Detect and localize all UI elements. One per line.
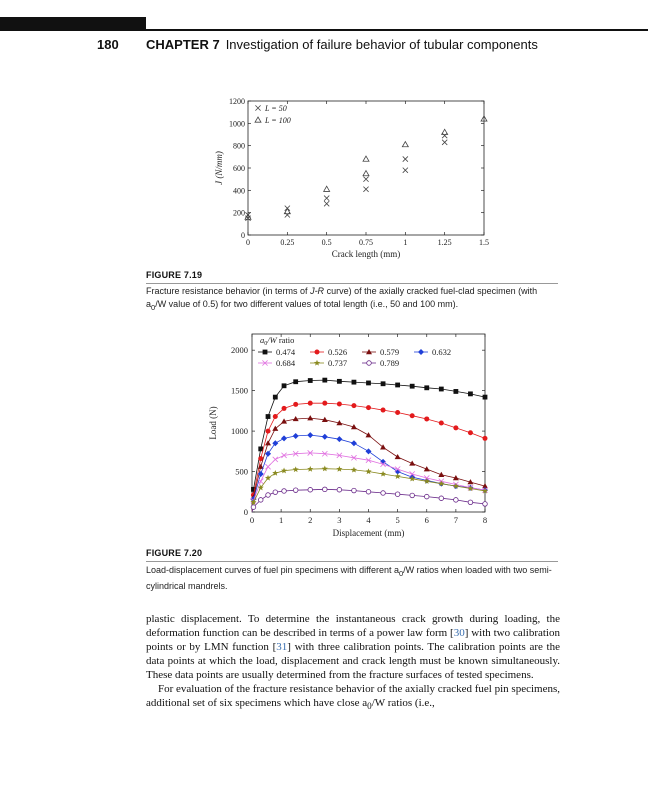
data-point bbox=[363, 171, 369, 176]
data-point bbox=[293, 466, 299, 472]
data-point bbox=[363, 156, 369, 161]
y-tick-label: 1000 bbox=[231, 426, 248, 437]
data-point bbox=[453, 425, 458, 430]
data-point bbox=[336, 436, 342, 442]
caption-text: curve) of the axially cracked fuel-clad specimen (with a bbox=[146, 286, 538, 309]
data-point bbox=[282, 489, 287, 494]
data-point bbox=[424, 385, 429, 390]
x-tick-label: 0.25 bbox=[280, 238, 295, 247]
data-point bbox=[273, 395, 278, 400]
legend-marker bbox=[255, 117, 261, 122]
data-point bbox=[395, 473, 401, 479]
data-point bbox=[468, 391, 473, 396]
data-point bbox=[308, 401, 313, 406]
figure-7-19-caption bbox=[146, 285, 558, 314]
data-point bbox=[468, 500, 473, 505]
data-point bbox=[381, 491, 386, 496]
figure-7-20-rule bbox=[146, 561, 558, 562]
legend-marker bbox=[314, 360, 320, 366]
y-axis-label: J (N/mm) bbox=[214, 151, 224, 185]
data-point bbox=[293, 402, 298, 407]
data-point bbox=[439, 496, 444, 501]
y-tick-label: 2000 bbox=[231, 345, 248, 356]
data-point bbox=[293, 379, 298, 384]
data-point bbox=[323, 487, 328, 492]
y-tick-label: 0 bbox=[241, 231, 245, 240]
data-point bbox=[322, 401, 327, 406]
data-point bbox=[395, 383, 400, 388]
x-tick-label: 1.25 bbox=[437, 238, 452, 247]
legend-marker bbox=[315, 350, 320, 355]
paragraph bbox=[146, 612, 560, 682]
page-number: 180 bbox=[97, 37, 119, 52]
data-point bbox=[273, 457, 278, 462]
legend-marker bbox=[263, 350, 268, 355]
legend-label: 0.579 bbox=[380, 347, 400, 357]
data-point bbox=[363, 177, 368, 182]
data-point bbox=[381, 381, 386, 386]
figure-7-20-caption bbox=[146, 564, 558, 593]
x-tick-label: 0.75 bbox=[359, 238, 373, 247]
data-point bbox=[307, 415, 313, 420]
x-tick-label: 0 bbox=[246, 238, 250, 247]
data-point bbox=[403, 168, 408, 173]
data-point bbox=[322, 434, 328, 440]
x-tick-label: 1.5 bbox=[479, 238, 489, 247]
data-point bbox=[351, 467, 357, 473]
data-point bbox=[366, 432, 372, 437]
figure-7-19-chart bbox=[212, 93, 497, 265]
data-point bbox=[395, 492, 400, 497]
data-point bbox=[324, 201, 329, 206]
figure-7-20-chart bbox=[200, 328, 498, 546]
header-bar bbox=[0, 17, 146, 31]
data-point bbox=[281, 435, 287, 441]
data-point bbox=[442, 140, 447, 145]
x-tick-label: 3 bbox=[337, 515, 342, 525]
series-line bbox=[252, 403, 485, 512]
citation-link[interactable]: 31 bbox=[276, 641, 288, 653]
data-point bbox=[281, 468, 287, 474]
data-point bbox=[337, 401, 342, 406]
data-point bbox=[424, 466, 430, 471]
paragraph-subscript: 0 bbox=[367, 701, 372, 712]
data-point bbox=[366, 381, 371, 386]
data-point bbox=[336, 466, 342, 472]
data-point bbox=[483, 502, 488, 507]
y-tick-label: 800 bbox=[233, 141, 245, 151]
data-point bbox=[403, 156, 408, 161]
caption-subscript: 0 bbox=[398, 568, 404, 578]
caption-subscript: 0 bbox=[151, 302, 156, 312]
legend-label: 0.632 bbox=[432, 347, 452, 357]
data-point bbox=[307, 466, 313, 472]
data-point bbox=[409, 460, 415, 465]
data-point bbox=[337, 379, 342, 384]
x-axis-label: Displacement (mm) bbox=[332, 528, 405, 538]
series-line bbox=[252, 435, 485, 512]
legend-label: 0.684 bbox=[276, 358, 296, 368]
data-point bbox=[366, 448, 372, 454]
x-tick-label: 8 bbox=[482, 515, 488, 525]
data-point bbox=[265, 464, 270, 469]
data-point bbox=[381, 408, 386, 413]
data-point bbox=[410, 384, 415, 389]
data-point bbox=[284, 209, 290, 214]
legend-marker bbox=[367, 361, 372, 366]
data-point bbox=[363, 187, 368, 192]
data-point bbox=[483, 395, 488, 400]
data-point bbox=[324, 186, 330, 191]
legend-label: L = 50 bbox=[265, 104, 287, 113]
series-line bbox=[252, 453, 485, 512]
header-rule bbox=[146, 29, 648, 31]
data-point bbox=[453, 389, 458, 394]
data-point bbox=[337, 487, 342, 492]
x-tick-label: 0 bbox=[249, 515, 255, 525]
data-point bbox=[351, 403, 356, 408]
data-point bbox=[285, 212, 290, 217]
y-tick-label: 1000 bbox=[229, 119, 245, 129]
data-point bbox=[352, 488, 357, 493]
caption-text: /W ratios when loaded with two semi-cylindrical mandrels. bbox=[146, 565, 552, 591]
figure-7-19-label: FIGURE 7.19 bbox=[146, 270, 203, 280]
y-tick-label: 1200 bbox=[229, 97, 245, 106]
caption-text: /W value of 0.5) for two different values of total length (i.e., 50 and 100 mm). bbox=[155, 299, 459, 309]
chapter-label: CHAPTER 7 bbox=[146, 37, 220, 52]
data-point bbox=[265, 475, 271, 481]
data-point bbox=[308, 487, 313, 492]
body-text bbox=[146, 612, 560, 713]
data-point bbox=[442, 129, 448, 134]
paragraph-text: /W ratios (i.e., bbox=[371, 697, 435, 709]
data-point bbox=[351, 440, 357, 446]
data-point bbox=[365, 468, 371, 474]
data-point bbox=[442, 133, 447, 138]
caption-italic: J-R bbox=[310, 286, 325, 296]
data-point bbox=[293, 488, 298, 493]
y-tick-label: 200 bbox=[233, 208, 245, 218]
y-tick-label: 500 bbox=[235, 466, 248, 477]
data-point bbox=[439, 421, 444, 426]
y-tick-label: 400 bbox=[233, 186, 245, 196]
figure-7-20-label: FIGURE 7.20 bbox=[146, 548, 203, 558]
data-point bbox=[265, 451, 271, 457]
data-point bbox=[273, 414, 278, 419]
x-tick-label: 5 bbox=[395, 515, 400, 525]
data-point bbox=[410, 413, 415, 418]
legend-title: $a_0/W$ ratio bbox=[260, 335, 295, 347]
data-point bbox=[307, 432, 313, 438]
y-tick-label: 0 bbox=[243, 507, 248, 517]
running-head bbox=[146, 37, 538, 52]
data-point bbox=[266, 414, 271, 419]
figure-7-19-rule bbox=[146, 283, 558, 284]
x-axis-label: Crack length (mm) bbox=[331, 249, 401, 259]
data-point bbox=[266, 429, 271, 434]
paragraph bbox=[146, 682, 560, 713]
data-point bbox=[258, 498, 263, 503]
data-point bbox=[322, 466, 328, 472]
data-point bbox=[308, 378, 313, 383]
data-point bbox=[424, 494, 429, 499]
data-point bbox=[483, 436, 488, 441]
data-point bbox=[265, 440, 271, 445]
y-tick-label: 600 bbox=[233, 164, 245, 173]
y-tick-label: 1500 bbox=[231, 385, 248, 396]
paragraph-text: ] with three calibration points. The calibration points are the data points at which the load, displacement and crack length must be known simultaneously. These data points are usually determined from the fracture surfaces of tested specimens. bbox=[146, 641, 560, 681]
legend-label: L = 100 bbox=[265, 116, 291, 125]
x-tick-label: 2 bbox=[308, 515, 313, 525]
paragraph-text: For evaluation of the fracture resistance behavior of the axially cracked fuel pin specimens, additional set of six specimens which have close a bbox=[146, 683, 560, 709]
data-point bbox=[266, 493, 271, 498]
caption-text: Fracture resistance behavior (in terms of bbox=[146, 286, 311, 296]
data-point bbox=[454, 498, 459, 503]
x-tick-label: 0.5 bbox=[321, 238, 332, 247]
data-point bbox=[380, 471, 386, 477]
data-point bbox=[366, 489, 371, 494]
x-tick-label: 1 bbox=[279, 515, 284, 525]
data-point bbox=[282, 383, 287, 388]
data-point bbox=[366, 405, 371, 410]
data-point bbox=[395, 454, 401, 459]
data-point bbox=[352, 380, 357, 385]
paragraph-text: plastic displacement. To determine the instantaneous crack growth during loading, the deformation function can be described in terms of a power law form [ bbox=[146, 613, 560, 639]
chapter-title: Investigation of failure behavior of tubular components bbox=[225, 37, 538, 52]
legend-marker bbox=[418, 349, 424, 355]
x-tick-label: 6 bbox=[424, 515, 429, 525]
data-point bbox=[282, 406, 287, 411]
data-point bbox=[439, 387, 444, 392]
x-tick-label: 7 bbox=[453, 515, 458, 525]
legend-label: 0.474 bbox=[276, 347, 296, 357]
paragraph-text: ] with two calibration points or by LMN function [ bbox=[146, 627, 560, 653]
x-tick-label: 1 bbox=[403, 238, 408, 247]
legend-marker bbox=[255, 105, 260, 110]
data-point bbox=[273, 490, 278, 495]
x-tick-label: 4 bbox=[366, 515, 371, 525]
y-axis-label: Load (N) bbox=[208, 406, 218, 440]
data-point bbox=[293, 433, 299, 439]
data-point bbox=[322, 378, 327, 383]
data-point bbox=[324, 196, 329, 201]
data-point bbox=[410, 493, 415, 498]
legend-label: 0.789 bbox=[380, 358, 400, 368]
citation-link[interactable]: 30 bbox=[453, 627, 465, 639]
legend-label: 0.526 bbox=[328, 347, 348, 357]
data-point bbox=[424, 416, 429, 421]
legend-label: 0.737 bbox=[328, 358, 348, 368]
data-point bbox=[468, 430, 473, 435]
data-point bbox=[402, 142, 408, 147]
data-point bbox=[258, 446, 263, 451]
data-point bbox=[272, 440, 278, 446]
data-point bbox=[251, 505, 256, 510]
data-point bbox=[395, 410, 400, 415]
caption-text: Load-displacement curves of fuel pin specimens with different a bbox=[146, 565, 399, 575]
